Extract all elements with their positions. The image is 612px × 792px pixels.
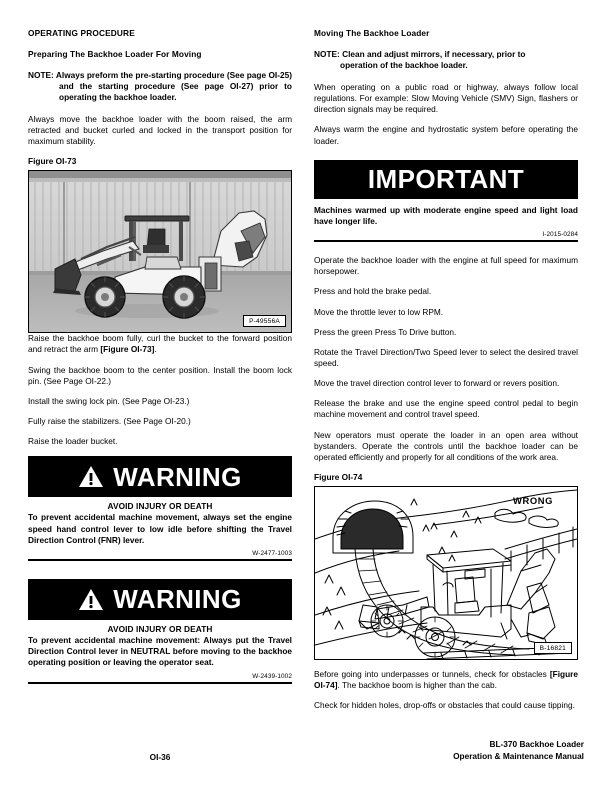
right-paragraph: When operating on a public road or highway, always follow local regulations. For example: Slow Moving Vehicle (SMV) Sign, flashers or direction signals may be required. [314,81,578,115]
right-step: Press the green Press To Drive button. [314,326,457,337]
step-text-tail: . [154,344,157,355]
warning-triangle-icon [78,588,104,611]
warning-rule [28,559,292,561]
warning-text: To prevent accidental machine movement: Always put the Travel Direction Control lever in NEUTRAL before moving to the backhoe operating position or leaving the operator seat. [28,634,292,668]
right-step: Move the travel direction control lever to forward or revers position. [314,378,560,389]
warning-banner [28,456,292,497]
right-bottom-paragraph: Check for hidden holes, drop-offs or obstacles that could cause tipping. [314,700,575,711]
important-code: I-2015-0284 [542,231,578,239]
tunnel-hazard-drawing [315,487,577,659]
warning-box-2 [28,579,292,684]
note-line2: operation of the backhoe loader. [340,59,468,70]
warning-title: AVOID INJURY OR DEATH [107,623,213,634]
backhoe-loader-photo [29,171,291,332]
page-number: OI-36 [149,752,171,762]
right-bottom-paragraph [314,669,578,691]
warning-banner [28,579,292,620]
important-text: Machines warmed up with moderate engine speed and light load have longer life. [314,204,578,226]
page-columns [28,28,584,721]
right-sub-heading: Moving The Backhoe Loader [314,28,430,38]
right-note [314,49,578,71]
step-figure-ref: [Figure OI-73] [100,344,155,355]
right-column [314,28,578,721]
right-step: Press and hold the brake pedal. [314,286,432,297]
warning-text: To prevent accidental machine movement, always set the engine speed hand control lever to low idle before shifting the Travel Direction Control (FNR) lever. [28,512,292,545]
note-label: NOTE: [314,49,340,59]
warning-title: AVOID INJURY OR DEATH [107,501,213,512]
important-word: IMPORTANT [367,164,525,195]
left-column [28,28,292,721]
figure-oi74-caption: Figure OI-74 [314,472,363,483]
figure-oi73 [28,170,292,333]
important-box [314,160,578,242]
warning-word: WARNING [113,584,242,615]
left-sub-heading: Preparing The Backhoe Loader For Moving [28,49,202,59]
right-step: Move the throttle lever to low RPM. [314,306,444,317]
note-text: Always preform the pre-starting procedure (See page OI-25) and the starting procedure (See page OI-27) prior to operating the backhoe loader. [55,70,292,102]
right-step: Release the brake and use the engine speed control pedal to begin machine movement and control travel speed. [314,398,578,420]
left-intro-paragraph: Always move the backhoe loader with the boom raised, the arm retracted and bucket curled and locked in the transport position for maximum stability. [28,113,292,147]
paragraph-figure-ref: [Figure OI-74] [314,669,578,691]
note-line1: Clean and adjust mirrors, if necessary, prior to [342,49,526,59]
figure-oi73-caption: Figure OI-73 [28,156,77,167]
right-step: New operators must operate the loader in an open area without bystanders. Operate the controls until the backhoe loader can be operated efficiently and properly for all conditions of the work area. [314,429,578,462]
warning-triangle-icon [78,465,104,488]
section-heading: OPERATING PROCEDURE [28,28,135,38]
step-paragraph: Install the swing lock pin. (See Page OI-23.) [28,395,190,406]
warning-word: WARNING [113,461,242,492]
step-paragraph: Fully raise the stabilizers. (See Page OI-20.) [28,416,191,427]
paragraph-text-tail: . The backhoe boom is higher than the cab. [337,680,497,691]
left-note [28,70,292,103]
warning-box-1 [28,456,292,561]
wrong-label: WRONG [513,495,553,507]
step-paragraph [28,333,292,355]
warning-code: W-2477-1003 [252,549,292,557]
figure-oi73-id: P-49556A [243,315,286,327]
step-paragraph: Swing the backhoe boom to the center position. Install the boom lock pin. (See Page OI-22.) [28,364,292,386]
right-paragraph: Always warm the engine and hydrostatic system before operating the loader. [314,124,578,146]
manual-title [292,739,584,762]
step-paragraph: Raise the loader bucket. [28,436,118,447]
note-label: NOTE: [28,70,54,80]
important-rule [314,240,578,242]
warning-rule [28,682,292,684]
figure-oi74 [314,486,578,660]
manual-title-line1: BL-370 Backhoe Loader [489,739,584,750]
page-footer [28,739,584,762]
step-text: Raise the backhoe boom fully, curl the bucket to the forward position and retract the arm [28,333,292,355]
paragraph-text: Before going into underpasses or tunnels, check for obstacles [314,669,550,680]
figure-oi74-id: B-16821 [534,642,572,654]
warning-code: W-2439-1002 [252,672,292,680]
important-banner [314,160,578,199]
right-step: Rotate the Travel Direction/Two Speed lever to select the desired travel speed. [314,346,578,368]
manual-title-line2: Operation & Maintenance Manual [453,750,584,761]
right-step: Operate the backhoe loader with the engine at full speed for maximum horsepower. [314,255,578,277]
